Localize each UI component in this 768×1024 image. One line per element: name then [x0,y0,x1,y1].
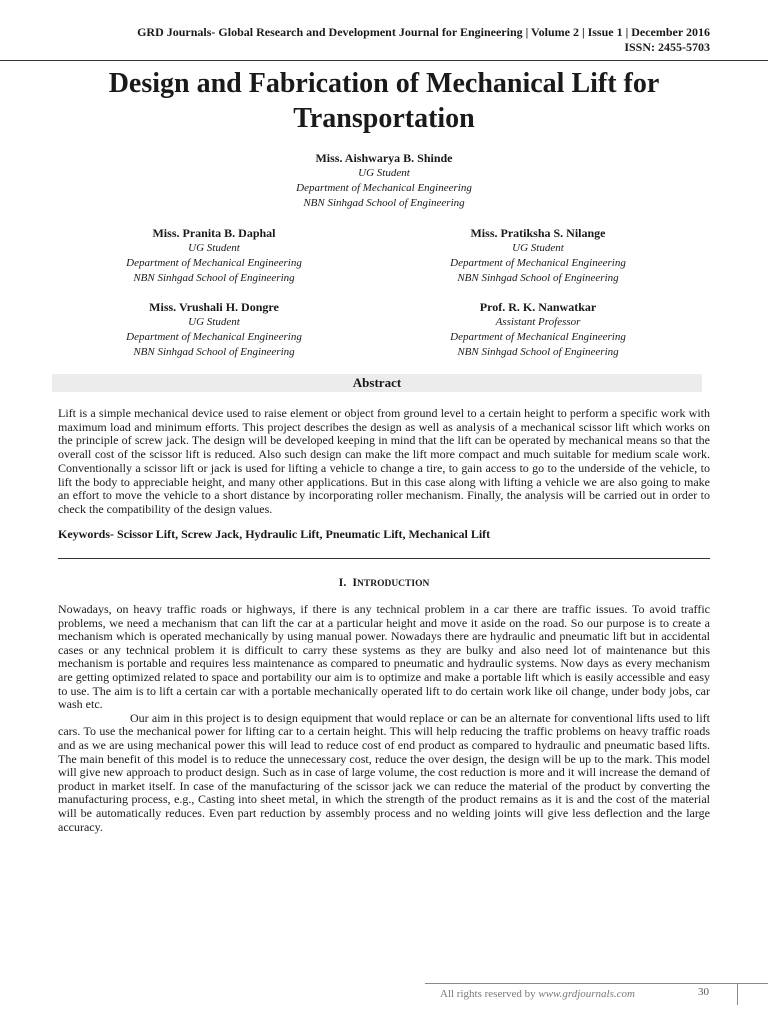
section-heading [0,575,768,590]
author-school: NBN Sinhgad School of Engineering [133,346,295,358]
author-name: Miss. Pranita B. Daphal [152,226,276,240]
author-name: Miss. Vrushali H. Dongre [149,300,279,314]
author-role: UG Student [358,167,410,179]
footer-divider [737,983,738,1005]
author-dept: Department of Mechanical Engineering [126,331,302,343]
journal-line: GRD Journals- Global Research and Development Journal for Engineering | Volume 2 | Issue 1 | December 2016 [137,25,710,39]
author-school: NBN Sinhgad School of Engineering [133,272,295,284]
author-block [64,300,364,360]
paper-title: Design and Fabrication of Mechanical Lift for Transportation [108,68,660,134]
author-school: NBN Sinhgad School of Engineering [457,272,619,284]
author-name: Miss. Aishwarya B. Shinde [315,151,453,165]
footer-rights: All rights reserved by [440,988,539,1000]
section-title-initial: I [352,575,358,589]
author-name: Prof. R. K. Nanwatkar [479,300,597,314]
abstract-heading: Abstract [52,374,702,392]
author-dept: Department of Mechanical Engineering [450,331,626,343]
header-rule [0,60,768,61]
section-number: I. [338,575,347,589]
author-block [388,300,688,360]
keywords: Keywords- Scissor Lift, Screw Jack, Hydraulic Lift, Pneumatic Lift, Mechanical Lift [58,527,491,541]
author-school: NBN Sinhgad School of Engineering [303,197,465,209]
author-dept: Department of Mechanical Engineering [126,257,302,269]
author-role: UG Student [188,316,240,328]
issn: ISSN: 2455-5703 [624,40,710,54]
paragraph: Nowadays, on heavy traffic roads or highways, if there is any technical problem in a car there are traffic issues. To avoid traffic problems, we need a mechanism that can lift the car at a particular height and move it aside on the road. So our purpose is to create a mechanism which is operated mechanically by using manual power. Nowadays there are hydraulic and pneumatic lift but in accidental cases or any technical problem it is difficult to carry these systems as they are bulky and also need lot of maintenance but this mechanism is portable and requires less maintenance as compared to pneumatic and hydraulic systems. Now days as every mechanism are getting optimized related to space and portability our aim is to optimize and make a portable lift which is easily accessible and easy to use. The aim is to lift a certain car with a portable mechanically operated lift to do certain work like oil change, under body jobs, car wash etc. [58,602,710,712]
abstract-text: Lift is a simple mechanical device used to raise element or object from ground level to a certain height to perform a specific work with maximum load and minimum efforts. This project describes the design as well as analysis of a mechanical scissor lift which works on the principle of screw jack. The design will be developed keeping in mind that the lift can be operated by mechanical means so that the overall cost of the scissor lift is reduced. Also such design can make the lift more compact and much suitable for medium scale work. Conventionally a scissor lift or jack is used for lifting a vehicle to change a tire, to gain access to go to the underside of the vehicle, to lift the body to appreciable height, and many other applications. But in this case along with lifting a vehicle we are also going to make an effort to move the vehicle to a short distance by incorporating roller mechanism. Finally, the analysis will be carried out in order to check the compatibility of the design values. [58,406,710,516]
page-number: 30 [698,986,709,998]
author-role: Assistant Professor [495,316,581,328]
author-role: UG Student [188,242,240,254]
author-role: UG Student [512,242,564,254]
author-school: NBN Sinhgad School of Engineering [457,346,619,358]
section-body [58,603,710,834]
author-dept: Department of Mechanical Engineering [296,182,472,194]
footer-rule [425,983,768,984]
author-dept: Department of Mechanical Engineering [450,257,626,269]
section-title-rest: NTRODUCTION [357,579,430,589]
author-block [64,226,364,286]
paragraph: Our aim in this project is to design equipment that would replace or can be an alternate for conventional lifts used to lift cars. To use the mechanical power for lifting car to a certain height. This will help reducing the traffic problems on heavy traffic roads and as we are using mechanical power this will lead to reduce cost of end product as compared to hydraulic and pneumatic based lifts. The main benefit of this model is to reduce the unnecessary cost, reduce the over design, the design will be up to the mark. This model will give new approach to product design. Such as in case of large volume, the cost reduction is more and it will increase the demand of product in market itself. In case of the manufacturing of the scissor jack we can reduce the material of the product by converting the manufacturing process, e.g., Casting into sheet metal, in which the strength of the product remains as it is and the cost of the material will be automatically reduces. Even part reduction by assembly process and no welding joints will give less deflection and the large accuracy. [58,710,710,834]
footer-site-link[interactable]: www.grdjournals.com [538,988,635,1000]
section-rule [58,558,710,559]
author-name: Miss. Pratiksha S. Nilange [470,226,606,240]
author-block [388,226,688,286]
author-block [234,151,534,211]
footer-copyright [440,988,635,1000]
